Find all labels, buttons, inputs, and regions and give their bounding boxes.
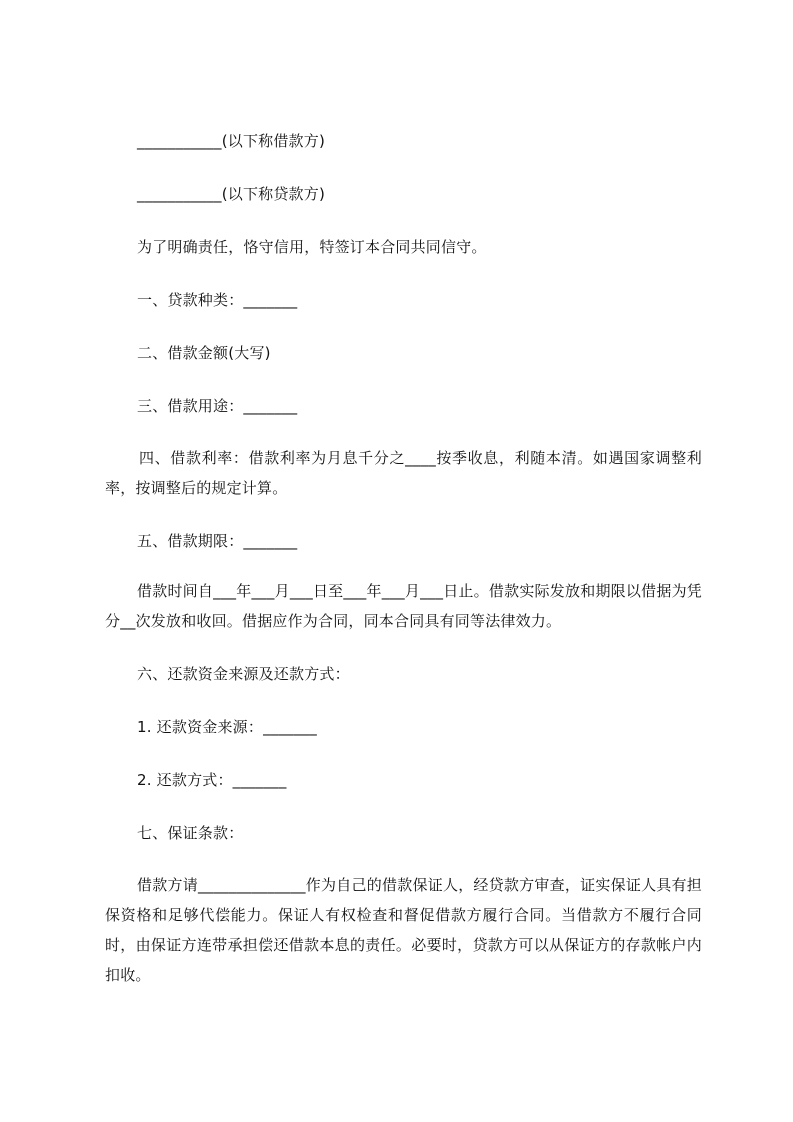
clause-interest-rate: 四、借款利率：借款利率为月息千分之____按季收息，利随本清。如遇国家调整利率，按调整后的规定计算。 bbox=[105, 449, 702, 497]
clause-guarantee: 七、保证条款： bbox=[137, 824, 244, 842]
lender-line: ___________(以下称贷款方) bbox=[137, 185, 326, 203]
intro-text: 为了明确责任，恪守信用，特签订本合同共同信守。 bbox=[137, 238, 487, 256]
repayment-method: 2. 还款方式：_______ bbox=[137, 771, 287, 789]
clause-loan-term: 五、借款期限：_______ bbox=[137, 532, 298, 550]
borrower-line: ___________(以下称借款方) bbox=[137, 132, 326, 150]
clause-repayment: 六、还款资金来源及还款方式： bbox=[137, 665, 350, 683]
clause-loan-type: 一、贷款种类：_______ bbox=[137, 291, 298, 309]
repayment-source: 1. 还款资金来源：_______ bbox=[137, 718, 317, 736]
clause-loan-purpose: 三、借款用途：_______ bbox=[137, 397, 298, 415]
loan-term-detail: 借款时间自___年___月___日至___年___月___日止。借款实际发放和期限以借据为凭分__次发放和收回。借据应作为合同，同本合同具有同等法律效力。 bbox=[105, 582, 702, 630]
clause-loan-amount: 二、借款金额(大写) bbox=[137, 344, 271, 362]
guarantee-text: 借款方请______________作为自己的借款保证人，经贷款方审查，证实保证人具有担保资格和足够代偿能力。保证人有权检查和督促借款方履行合同。当借款方不履行合同时，由保证方连带承担偿还借款本息的责任。必要时，贷款方可以从保证方的存款帐户内扣收。 bbox=[105, 876, 702, 984]
